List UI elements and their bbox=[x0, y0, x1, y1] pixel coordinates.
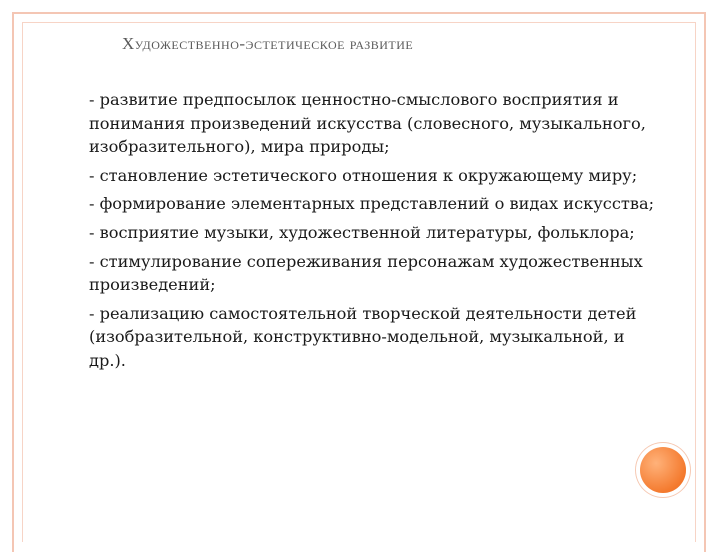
list-item: - реализацию самостоятельной творческой деятельности детей (изобразительной, конструктивно-модельной, музыкальной, и др.). bbox=[89, 303, 637, 370]
list-item: - формирование элементарных представлений о видах искусства; bbox=[89, 194, 655, 214]
list-item: - становление эстетического отношения к окружающему миру; bbox=[89, 165, 638, 185]
list-item: - развитие предпосылок ценностно-смыслового восприятия и понимания произведений искусства (словесного, музыкального, изобразительного), мира природы; bbox=[89, 90, 646, 157]
slide-title: Художественно-эстетическое развитие bbox=[122, 34, 414, 53]
decorative-orange-circle bbox=[640, 447, 686, 493]
list-item: - стимулирование сопереживания персонажам художественных произведений; bbox=[89, 251, 643, 295]
list-item: - восприятие музыки, художественной литературы, фольклора; bbox=[89, 222, 635, 242]
slide-content bbox=[89, 88, 664, 378]
